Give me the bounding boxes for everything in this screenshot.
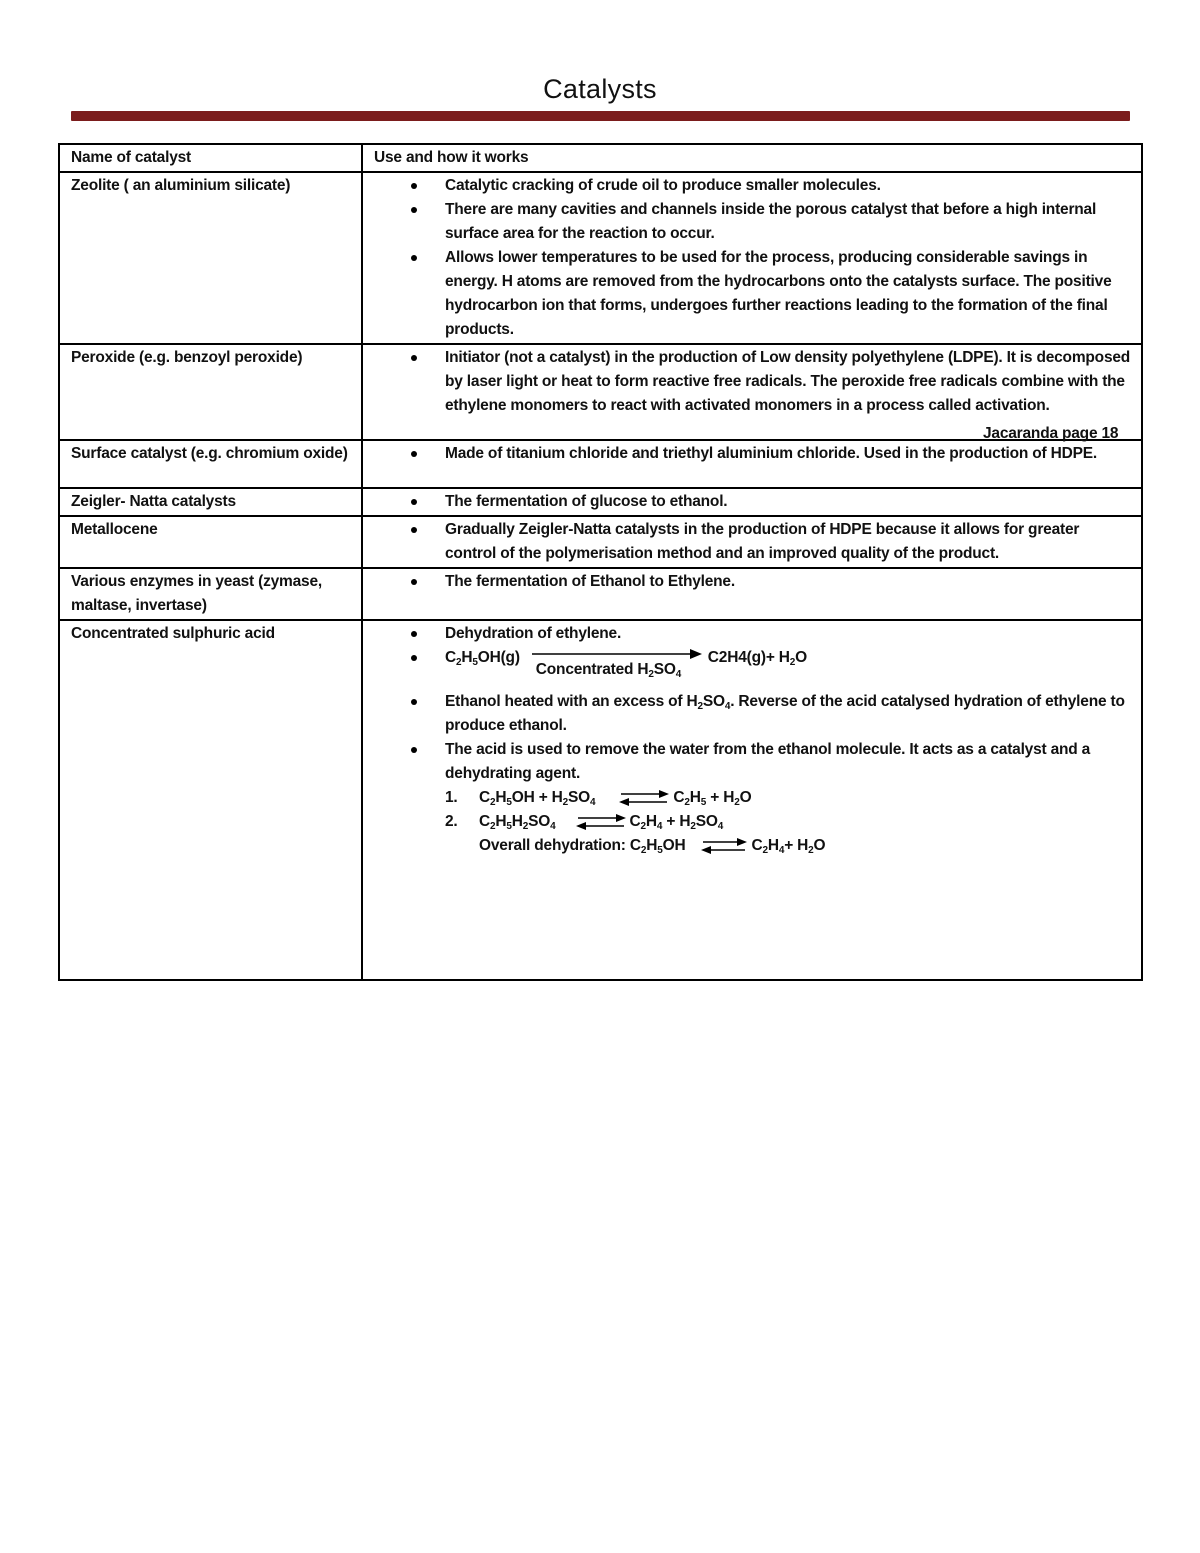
catalyst-use bbox=[362, 488, 1142, 516]
catalyst-name: Various enzymes in yeast (zymase, maltase, invertase) bbox=[59, 568, 362, 620]
equilibrium-arrow-icon bbox=[701, 837, 747, 855]
list-item: The fermentation of Ethanol to Ethylene. bbox=[374, 570, 1131, 594]
overall-reaction: Overall dehydration: $C_2H_5OH$ $C_2H_4+ H_2O$ bbox=[479, 837, 826, 856]
table-row bbox=[59, 440, 1142, 488]
title-rule bbox=[71, 111, 1130, 121]
equation-product: $C2H4(g)+ H_2O$ bbox=[707, 649, 808, 668]
equation-reactant: $C_2H_5OH(g)$ bbox=[445, 649, 520, 668]
reference-note: Jacaranda page 18 bbox=[983, 425, 1119, 442]
list-item: Catalytic cracking of crude oil to produce smaller molecules. bbox=[374, 174, 1131, 198]
header-use: Use and how it works bbox=[362, 144, 1142, 172]
equilibrium-arrow-icon bbox=[576, 813, 626, 831]
table-row bbox=[59, 344, 1142, 440]
catalyst-name: Metallocene bbox=[59, 516, 362, 568]
list-item: Gradually Zeigler-Natta catalysts in the production of HDPE because it allows for greater control of the polymerisation method and an improved quality of the product. bbox=[374, 518, 1131, 566]
table-row bbox=[59, 172, 1142, 344]
catalyst-use bbox=[362, 344, 1142, 440]
table-row bbox=[59, 488, 1142, 516]
table-row bbox=[59, 620, 1142, 980]
catalyst-name: Zeigler- Natta catalysts bbox=[59, 488, 362, 516]
catalyst-name: Concentrated sulphuric acid bbox=[59, 620, 362, 980]
list-item: Dehydration of ethylene. bbox=[374, 622, 1131, 646]
list-item: Initiator (not a catalyst) in the production of Low density polyethylene (LDPE). It is decomposed by laser light or heat to form reactive free radicals. The peroxide free radicals combine with the ethylene monomers to react with activated monomers in a process called activation. bbox=[374, 346, 1131, 418]
list-item: Made of titanium chloride and triethyl aluminium chloride. Used in the production of HDPE. bbox=[374, 442, 1131, 466]
reaction-arrow bbox=[532, 646, 702, 686]
catalyst-name: Peroxide (e.g. benzoyl peroxide) bbox=[59, 344, 362, 440]
table-row bbox=[59, 516, 1142, 568]
equilibrium-arrow-icon bbox=[619, 789, 669, 807]
page-title: Catalysts bbox=[543, 74, 657, 104]
reaction-step: 2. $C_2H_5H_2SO_4$ $C_2H_4 + H_2SO_4$ bbox=[445, 813, 724, 832]
table-row bbox=[59, 568, 1142, 620]
dehydration-equation bbox=[445, 646, 807, 686]
table-header-row bbox=[59, 144, 1142, 172]
list-item: The acid is used to remove the water from the ethanol molecule. It acts as a catalyst and a dehydrating agent. bbox=[374, 738, 1131, 786]
catalyst-use bbox=[362, 620, 1142, 980]
catalyst-use bbox=[362, 516, 1142, 568]
list-item: Ethanol heated with an excess of $H_2SO_4$. Reverse of the acid catalysed hydration of ethylene to produce ethanol. bbox=[374, 690, 1131, 738]
list-item: There are many cavities and channels inside the porous catalyst that before a high internal surface area for the reaction to occur. bbox=[374, 198, 1131, 246]
reaction-condition: Concentrated $H_2SO_4$ bbox=[535, 661, 682, 680]
catalyst-name: Zeolite ( an aluminium silicate) bbox=[59, 172, 362, 344]
catalyst-use bbox=[362, 172, 1142, 344]
reaction-steps bbox=[408, 786, 1131, 858]
list-item: Allows lower temperatures to be used for the process, producing considerable savings in energy. H atoms are removed from the hydrocarbons onto the catalysts surface. The positive hydrocarbon ion that forms, undergoes further reactions leading to the formation of the final products. bbox=[374, 246, 1131, 342]
equation-item bbox=[374, 646, 1131, 690]
header-name: Name of catalyst bbox=[59, 144, 362, 172]
list-item: The fermentation of glucose to ethanol. bbox=[374, 490, 1131, 514]
reaction-step: 1. $C_2H_5OH + H_2SO_4$ $C_2H_5 + H_2O$ bbox=[445, 789, 752, 808]
catalyst-use bbox=[362, 440, 1142, 488]
catalyst-name: Surface catalyst (e.g. chromium oxide) bbox=[59, 440, 362, 488]
catalyst-table bbox=[58, 143, 1143, 981]
catalyst-use bbox=[362, 568, 1142, 620]
